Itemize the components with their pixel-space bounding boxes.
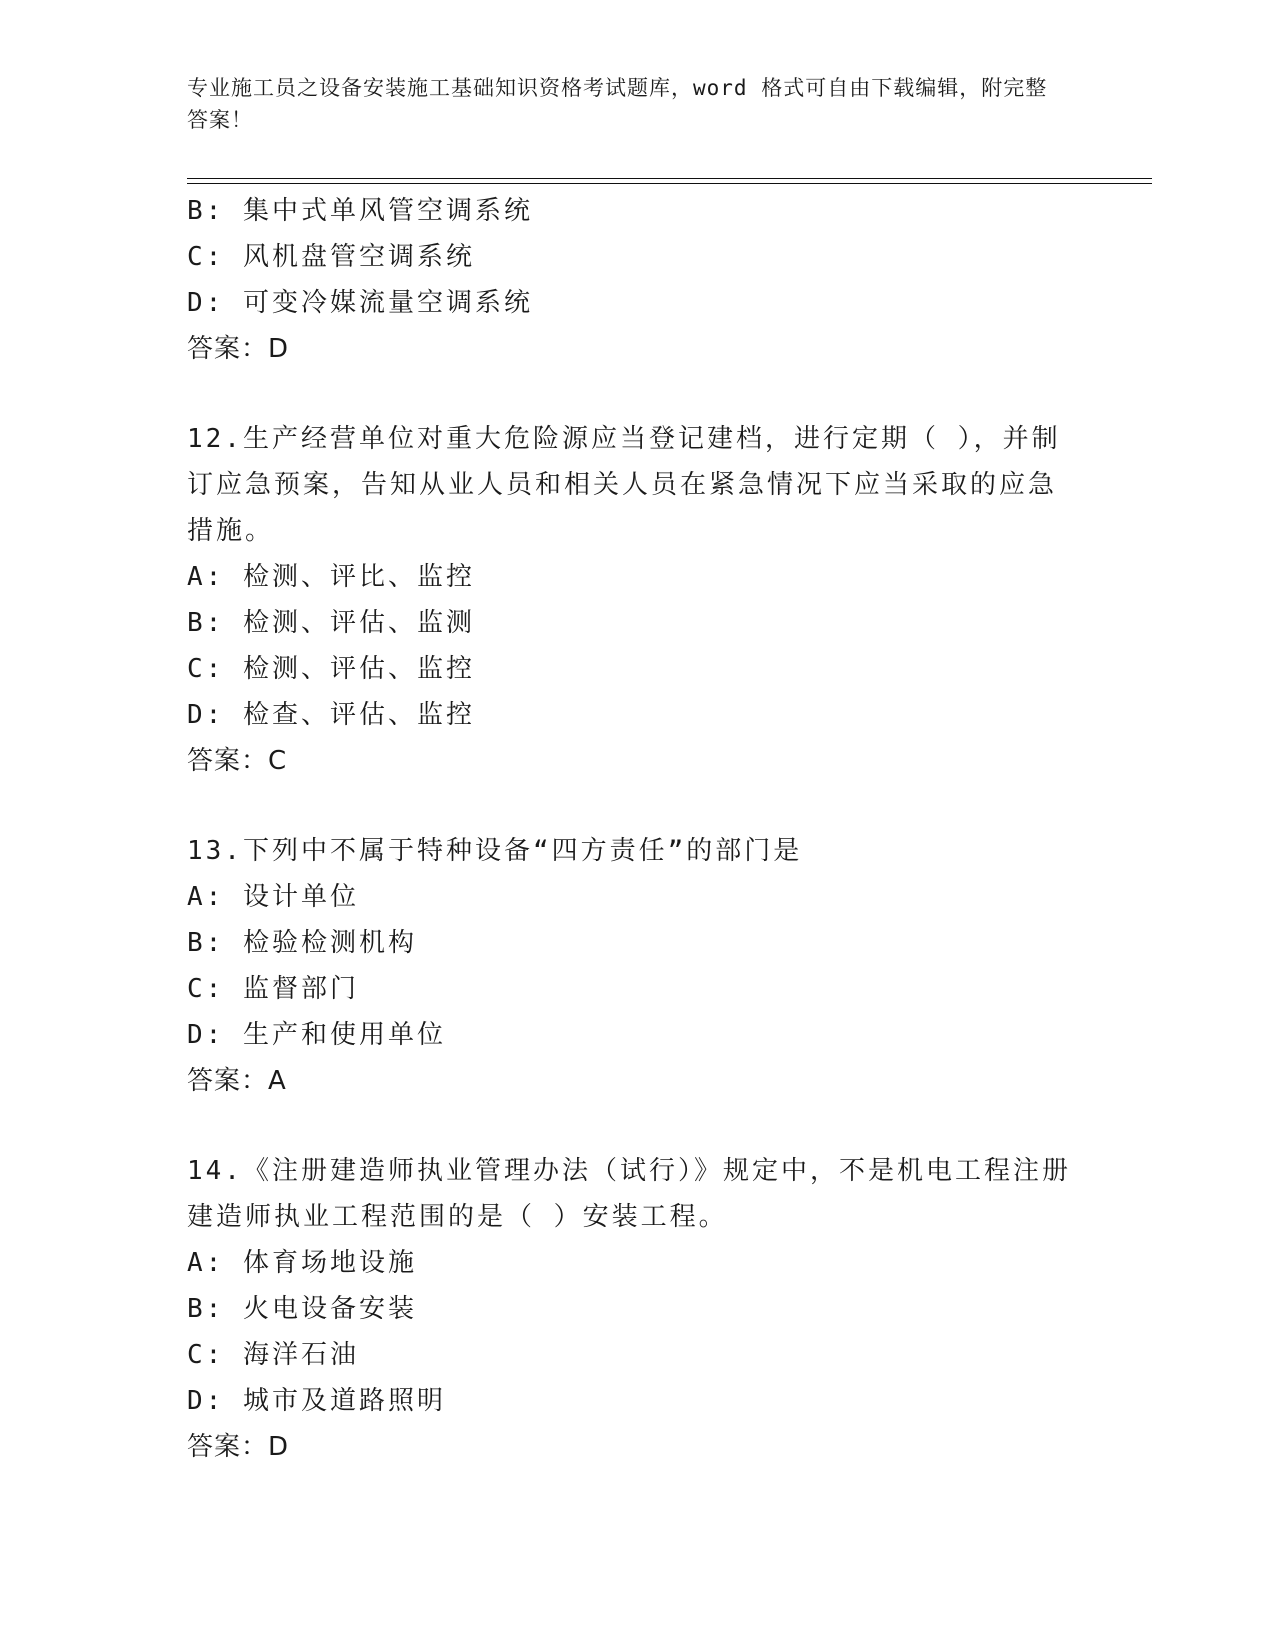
option-c: C: 检测、评估、监控 — [187, 654, 475, 684]
spacer — [187, 784, 1087, 828]
answer: 答案：D — [187, 1432, 290, 1462]
option-c: C: 监督部门 — [187, 974, 359, 1004]
question-13 — [187, 828, 1087, 1104]
question-stem-line: 订应急预案，告知从业人员和相关人员在紧急情况下应当采取的应急 — [187, 470, 1058, 500]
answer: 答案：C — [187, 746, 288, 776]
option-d: D: 城市及道路照明 — [187, 1386, 446, 1416]
question-12 — [187, 416, 1087, 784]
question-stem-line: 12.生产经营单位对重大危险源应当登记建档，进行定期（ ），并制 — [187, 424, 1061, 454]
option-c: C: 海洋石油 — [187, 1340, 359, 1370]
page-header: 专业施工员之设备安装施工基础知识资格考试题库，word 格式可自由下载编辑，附完整答案！ — [187, 76, 1048, 132]
spacer — [187, 1104, 1087, 1148]
option-d: D: 可变冷媒流量空调系统 — [187, 288, 533, 318]
answer: 答案：D — [187, 334, 290, 364]
header-rule-top — [187, 178, 1152, 179]
option-c: C: 风机盘管空调系统 — [187, 242, 475, 272]
option-d: D: 检查、评估、监控 — [187, 700, 475, 730]
option-b: B: 检验检测机构 — [187, 928, 417, 958]
question-stem-line: 13.下列中不属于特种设备“四方责任”的部门是 — [187, 836, 803, 866]
option-a: A: 检测、评比、监控 — [187, 562, 475, 592]
question-content — [187, 188, 1087, 1470]
header-rule-bottom — [187, 183, 1152, 184]
option-b: B: 火电设备安装 — [187, 1294, 417, 1324]
answer: 答案：A — [187, 1066, 287, 1096]
option-b: B: 检测、评估、监测 — [187, 608, 475, 638]
question-stem-line: 14.《注册建造师执业管理办法（试行）》规定中，不是机电工程注册 — [187, 1156, 1071, 1186]
question-11-continued — [187, 188, 1087, 372]
question-stem-line: 措施。 — [187, 516, 275, 546]
option-d: D: 生产和使用单位 — [187, 1020, 446, 1050]
question-stem-line: 建造师执业工程范围的是（ ）安装工程。 — [187, 1202, 728, 1232]
question-14 — [187, 1148, 1087, 1470]
option-a: A: 体育场地设施 — [187, 1248, 417, 1278]
spacer — [187, 372, 1087, 416]
option-b: B: 集中式单风管空调系统 — [187, 196, 533, 226]
option-a: A: 设计单位 — [187, 882, 359, 912]
